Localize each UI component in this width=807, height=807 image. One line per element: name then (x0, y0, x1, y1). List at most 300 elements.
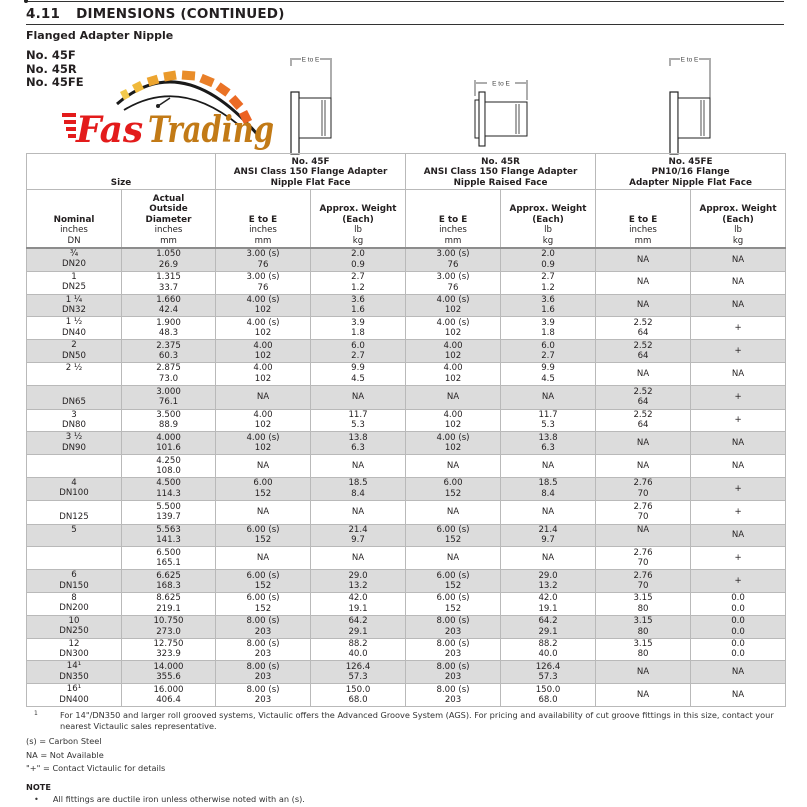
nominal-cell-top: 6 (71, 570, 77, 581)
nominal-cell-top: 1 ½ (65, 317, 83, 328)
f-e-to-e-cell-bottom: 152 (254, 581, 272, 592)
r-weight-cell (501, 547, 596, 570)
table-row (27, 294, 786, 317)
f-e-to-e-cell (216, 524, 311, 547)
r-e-to-e-cell-bottom: 102 (444, 373, 462, 384)
nominal-cell (27, 340, 122, 363)
top-rule-marker (24, 0, 28, 3)
nominal-cell (27, 524, 122, 547)
od-cell-top: 5.563 (156, 525, 181, 536)
nominal-cell-top: 4 (71, 477, 77, 488)
od-cell (122, 570, 216, 593)
nominal-cell (27, 661, 122, 684)
od-unit-inches: inches (154, 225, 183, 236)
r-e-to-e-cell-bottom: 152 (444, 488, 462, 499)
nominal-cell (27, 362, 122, 385)
weight-title-each: (Each) (722, 214, 754, 225)
nominal-cell-bottom: DN90 (62, 442, 86, 453)
r-weight-cell-bottom: 8.4 (541, 488, 555, 499)
group-45f-line3: Nipple Flat Face (270, 177, 351, 188)
od-cell (122, 271, 216, 294)
fe-e-to-e-cell (596, 547, 691, 570)
table-row (27, 432, 786, 455)
table-row (27, 340, 786, 363)
nominal-cell-bottom: DN40 (62, 327, 86, 338)
section-title (26, 6, 285, 22)
r-weight-cell-top: 3.9 (541, 317, 555, 328)
f-weight-cell-bottom: 19.1 (348, 603, 368, 614)
od-cell-bottom: 406.4 (156, 695, 181, 706)
f-weight-cell (311, 455, 406, 478)
od-cell-bottom: 114.3 (156, 488, 181, 499)
fe-e-to-e-cell-bottom: 70 (637, 512, 649, 523)
f-e-to-e-cell-top: 8.00 (s) (246, 616, 280, 627)
r-weight-cell-bottom: 4.5 (541, 373, 555, 384)
od-cell-top: 3.500 (156, 410, 181, 421)
nominal-cell (27, 432, 122, 455)
f-weight-cell-top: 6.0 (351, 340, 365, 351)
fe-weight-cell (691, 684, 786, 707)
group-45f-line2: ANSI Class 150 Flange Adapter (233, 167, 388, 178)
e-to-e-unit-inches: inches (629, 225, 657, 236)
logo-text-trading: Trading (148, 109, 274, 151)
nominal-cell-bottom: DN125 (59, 512, 89, 523)
r-weight-cell (501, 340, 596, 363)
fe-weight-cell (691, 615, 786, 638)
r-weight-cell-top: 64.2 (538, 616, 558, 627)
r-weight-cell-bottom: 9.7 (541, 535, 555, 546)
nominal-cell (27, 684, 122, 707)
fe-e-to-e-cell (596, 661, 691, 684)
od-cell-bottom: 323.9 (156, 649, 181, 660)
fe-weight-cell (691, 248, 786, 271)
r-weight-cell (501, 409, 596, 432)
f-e-to-e-cell-top: 6.00 (s) (246, 570, 280, 581)
fe-e-to-e-cell-bottom: 80 (637, 626, 649, 637)
group-45f-line1: No. 45F (291, 156, 330, 167)
fe-e-to-e-cell-value: NA (636, 667, 650, 678)
fe-weight-cell-value: NA (731, 530, 745, 541)
r-e-to-e-cell-top: 6.00 (s) (436, 525, 470, 536)
fe-weight-cell (691, 385, 786, 409)
fe-weight-cell (691, 477, 786, 500)
table-row (27, 547, 786, 570)
flange-nipple-flat-face-icon (288, 52, 348, 152)
fe-e-to-e-cell (596, 362, 691, 385)
od-cell-top: 1.900 (156, 317, 181, 328)
r-e-to-e-cell (406, 409, 501, 432)
group-45r-line2: ANSI Class 150 Flange Adapter (423, 167, 578, 178)
r-e-to-e-cell-top: 3.00 (s) (436, 272, 470, 283)
nominal-cell-top: 3 ½ (65, 432, 83, 443)
f-e-to-e-cell-value: NA (256, 553, 270, 564)
weight-title-each: (Each) (342, 214, 374, 225)
fe-weight-cell-value: NA (731, 368, 745, 379)
e-to-e-title: E to E (628, 214, 658, 225)
od-cell (122, 340, 216, 363)
f-e-to-e-cell-value: NA (256, 506, 270, 517)
r-e-to-e-cell (406, 592, 501, 615)
f-e-to-e-cell-top: 8.00 (s) (246, 661, 280, 672)
f-e-to-e-cell-bottom: 203 (254, 649, 272, 660)
r-weight-cell-top: 29.0 (538, 570, 558, 581)
r-e-to-e-cell-bottom: 102 (444, 443, 462, 454)
f-e-to-e-cell-bottom: 102 (254, 443, 272, 454)
nominal-cell-bottom: DN80 (62, 419, 86, 430)
od-cell-top: 16.000 (153, 684, 184, 695)
f-e-to-e-cell-bottom: 102 (254, 305, 272, 316)
r-weight-cell (501, 570, 596, 593)
fe-e-to-e-cell-value: NA (636, 368, 650, 379)
fe-e-to-e-cell-top: 2.52 (633, 386, 653, 397)
od-cell-bottom: 76.1 (158, 397, 179, 408)
f-weight-cell-bottom: 8.4 (351, 488, 365, 499)
nominal-cell-top: 14¹ (66, 661, 82, 672)
legend-not-available: NA = Not Available (26, 749, 104, 760)
r-weight-cell-value: NA (541, 506, 555, 517)
e-to-e-unit-mm: mm (444, 235, 462, 246)
r-weight-cell-bottom: 19.1 (538, 603, 558, 614)
f-e-to-e-cell (216, 500, 311, 524)
fe-weight-cell-value: + (734, 506, 742, 517)
f-weight-cell-top: 13.8 (348, 432, 368, 443)
f-e-to-e-cell-top: 4.00 (s) (246, 317, 280, 328)
fe-weight-cell-value: NA (731, 667, 745, 678)
r-e-to-e-cell (406, 684, 501, 707)
f-e-to-e-cell (216, 638, 311, 661)
fe-e-to-e-cell-top: 2.52 (633, 340, 653, 351)
fe-weight-cell (691, 409, 786, 432)
e-to-e-label: E to E (680, 56, 699, 64)
table-body (27, 248, 786, 706)
od-cell-bottom: 33.7 (158, 282, 179, 293)
note-item (34, 794, 305, 804)
fe-weight-cell-top: 0.0 (731, 593, 745, 604)
fe-e-to-e-cell-bottom: 64 (637, 328, 649, 339)
model-45r: No. 45R (26, 61, 77, 76)
fe-weight-cell-value: NA (731, 300, 745, 311)
nominal-cell-top: 5 (71, 524, 77, 535)
f-weight-cell-top: 64.2 (348, 616, 368, 627)
r-e-to-e-cell (406, 547, 501, 570)
fe-e-to-e-cell-value: NA (636, 524, 650, 535)
group-45r-line3: Nipple Raised Face (453, 177, 548, 188)
table-row (27, 248, 786, 271)
f-e-to-e-cell-bottom: 102 (254, 328, 272, 339)
fe-e-to-e-cell-bottom: 70 (637, 488, 649, 499)
r-weight-cell-value: NA (541, 553, 555, 564)
weight-title: Approx. Weight (509, 204, 587, 215)
r-weight-cell (501, 638, 596, 661)
fe-weight-cell (691, 432, 786, 455)
f-weight-cell-bottom: 5.3 (351, 420, 365, 431)
f-e-to-e-cell-top: 4.00 (s) (246, 432, 280, 443)
od-cell (122, 638, 216, 661)
fe-weight-cell (691, 570, 786, 593)
f-e-to-e-cell (216, 477, 311, 500)
fe-weight-cell-value: + (734, 575, 742, 586)
r-e-to-e-cell-bottom: 203 (444, 695, 462, 706)
od-title-3: Diameter (145, 214, 192, 225)
f-e-to-e-cell-bottom: 102 (254, 420, 272, 431)
r-weight-cell-bottom: 5.3 (541, 420, 555, 431)
f-e-to-e-cell (216, 271, 311, 294)
bullet-icon: • (34, 794, 39, 804)
f-weight-cell-top: 21.4 (348, 525, 368, 536)
od-cell-bottom: 48.3 (158, 328, 179, 339)
f-weight-cell-top: 150.0 (345, 684, 371, 695)
f-e-to-e-cell (216, 362, 311, 385)
table-row (27, 362, 786, 385)
r-e-to-e-cell-bottom: 152 (444, 603, 462, 614)
r-weight-cell-bottom: 1.8 (541, 328, 555, 339)
f-e-to-e-cell-top: 4.00 (253, 340, 273, 351)
r-e-to-e-cell (406, 385, 501, 409)
fe-e-to-e-cell-bottom: 64 (637, 420, 649, 431)
od-cell-top: 2.375 (156, 340, 181, 351)
od-cell (122, 615, 216, 638)
product-subtitle: Flanged Adapter Nipple (26, 29, 174, 42)
r-weight-cell (501, 362, 596, 385)
f-weight-cell (311, 248, 406, 271)
nominal-cell-top: 1 (71, 271, 77, 282)
r-weight-cell (501, 271, 596, 294)
f-weight-cell (311, 340, 406, 363)
f-weight-cell-bottom: 1.8 (351, 328, 365, 339)
nominal-cell-bottom: DN150 (59, 580, 89, 591)
flange-nipple-pn-flat-face-icon (667, 52, 727, 152)
flange-nipple-raised-face-icon (470, 80, 530, 160)
table-row (27, 409, 786, 432)
f-weight-cell-value: NA (351, 506, 365, 517)
r-e-to-e-cell-bottom: 102 (444, 328, 462, 339)
f-weight-cell (311, 271, 406, 294)
r-weight-cell-value: NA (541, 391, 555, 402)
nominal-title: Nominal (53, 214, 95, 225)
f-e-to-e-cell (216, 547, 311, 570)
nominal-cell-bottom: DN350 (59, 671, 89, 682)
r-e-to-e-cell-value: NA (446, 460, 460, 471)
nominal-cell-bottom: DN100 (59, 488, 89, 499)
nominal-unit-inches: inches (60, 225, 88, 236)
r-e-to-e-cell (406, 432, 501, 455)
nominal-cell (27, 570, 122, 593)
r-e-to-e-cell-bottom: 102 (444, 305, 462, 316)
nominal-header (27, 190, 122, 249)
r-e-to-e-cell-top: 4.00 (443, 363, 463, 374)
f-weight-cell-bottom: 29.1 (348, 626, 368, 637)
f-weight-cell-top: 9.9 (351, 363, 365, 374)
fe-weight-cell-value: + (734, 323, 742, 334)
nominal-unit-dn: DN (67, 235, 81, 246)
fe-weight-cell-value: + (734, 345, 742, 356)
nominal-cell-top: 2 ½ (65, 362, 83, 373)
group-45fe-line2: PN10/16 Flange (651, 167, 730, 178)
r-weight-cell-bottom: 1.2 (541, 282, 555, 293)
fe-e-to-e-cell-top: 2.52 (633, 317, 653, 328)
nominal-cell-bottom: DN200 (59, 603, 89, 614)
od-cell-bottom: 26.9 (158, 259, 179, 270)
od-cell (122, 547, 216, 570)
nominal-cell (27, 409, 122, 432)
r-weight-cell-top: 18.5 (538, 478, 558, 489)
f-weight-cell-bottom: 1.6 (351, 305, 365, 316)
r-weight-cell-top: 2.0 (541, 249, 555, 260)
f-e-to-e-cell-value: NA (256, 460, 270, 471)
r-e-to-e-cell-bottom: 102 (444, 351, 462, 362)
f-e-to-e-cell-bottom: 203 (254, 672, 272, 683)
r-e-to-e-cell-top: 3.00 (s) (436, 249, 470, 260)
group-header-45fe (596, 154, 786, 190)
fe-weight-cell-value: + (734, 553, 742, 564)
f-e-to-e-cell-value: NA (256, 391, 270, 402)
r-weight-cell (501, 661, 596, 684)
fe-e-to-e-cell-value: NA (636, 460, 650, 471)
r-weight-cell (501, 592, 596, 615)
fe-weight-cell-value: NA (731, 460, 745, 471)
nominal-cell-top: 16¹ (66, 684, 82, 695)
f-e-to-e-header (216, 190, 311, 249)
weight-title: Approx. Weight (699, 204, 777, 215)
f-e-to-e-cell (216, 592, 311, 615)
od-cell (122, 477, 216, 500)
fe-e-to-e-cell (596, 455, 691, 478)
f-e-to-e-cell-top: 6.00 (s) (246, 593, 280, 604)
fe-weight-cell-value: NA (731, 277, 745, 288)
od-title-1: Actual (152, 193, 185, 204)
fe-weight-cell (691, 340, 786, 363)
f-e-to-e-cell-bottom: 102 (254, 373, 272, 384)
f-e-to-e-cell (216, 455, 311, 478)
od-cell-bottom: 108.0 (156, 466, 181, 477)
r-e-to-e-header (406, 190, 501, 249)
model-45f: No. 45F (26, 48, 76, 62)
fe-weight-cell (691, 294, 786, 317)
od-cell-bottom: 168.3 (156, 581, 181, 592)
f-weight-cell (311, 684, 406, 707)
r-e-to-e-cell-bottom: 76 (447, 259, 459, 270)
fe-e-to-e-cell (596, 477, 691, 500)
od-cell (122, 661, 216, 684)
nominal-cell-top: 2 (71, 340, 77, 351)
od-cell-bottom: 219.1 (156, 603, 181, 614)
f-weight-cell-top: 18.5 (348, 478, 368, 489)
r-e-to-e-cell-top: 6.00 (s) (436, 593, 470, 604)
r-e-to-e-cell (406, 500, 501, 524)
fe-e-to-e-cell (596, 409, 691, 432)
e-to-e-title: E to E (438, 214, 468, 225)
od-cell (122, 385, 216, 409)
r-e-to-e-cell-top: 4.00 (443, 410, 463, 421)
f-e-to-e-cell-bottom: 152 (254, 488, 272, 499)
r-e-to-e-cell-bottom: 152 (444, 535, 462, 546)
f-e-to-e-cell (216, 684, 311, 707)
f-e-to-e-cell-top: 4.00 (s) (246, 295, 280, 306)
f-e-to-e-cell-bottom: 102 (254, 351, 272, 362)
nominal-cell-bottom: DN20 (62, 259, 86, 270)
fe-weight-cell-value: NA (731, 689, 745, 700)
f-e-to-e-cell (216, 340, 311, 363)
f-weight-cell (311, 615, 406, 638)
f-weight-cell-value: NA (351, 460, 365, 471)
table-row (27, 592, 786, 615)
note-item-text: All fittings are ductile iron unless otherwise noted with an (s). (52, 794, 305, 804)
e-to-e-unit-inches: inches (249, 225, 277, 236)
fe-e-to-e-cell (596, 248, 691, 271)
r-e-to-e-cell (406, 294, 501, 317)
r-weight-cell-bottom: 0.9 (541, 259, 555, 270)
od-cell (122, 455, 216, 478)
r-weight-header (501, 190, 596, 249)
r-e-to-e-cell-top: 8.00 (s) (436, 616, 470, 627)
od-cell-top: 12.750 (153, 639, 184, 650)
fastrading-logo (62, 56, 277, 152)
f-e-to-e-cell-top: 4.00 (253, 363, 273, 374)
od-cell-top: 14.000 (153, 661, 184, 672)
fe-weight-cell-top: 0.0 (731, 639, 745, 650)
od-cell-bottom: 141.3 (156, 535, 181, 546)
fe-e-to-e-cell-top: 2.76 (633, 547, 653, 558)
r-e-to-e-cell (406, 570, 501, 593)
model-45fe: No. 45FE (26, 75, 84, 89)
od-cell (122, 524, 216, 547)
r-e-to-e-cell-top: 8.00 (s) (436, 639, 470, 650)
f-e-to-e-cell (216, 432, 311, 455)
r-weight-cell (501, 385, 596, 409)
r-weight-cell-top: 126.4 (535, 661, 561, 672)
nominal-cell-top: 10 (68, 615, 80, 626)
f-weight-cell-top: 88.2 (348, 639, 368, 650)
weight-title: Approx. Weight (319, 204, 397, 215)
od-cell-bottom: 60.3 (158, 351, 179, 362)
f-e-to-e-cell (216, 615, 311, 638)
fe-e-to-e-cell (596, 294, 691, 317)
r-weight-cell-top: 11.7 (538, 410, 558, 421)
fe-weight-cell-value: + (734, 391, 742, 402)
r-e-to-e-cell-bottom: 102 (444, 420, 462, 431)
r-e-to-e-cell (406, 661, 501, 684)
r-weight-cell-bottom: 1.6 (541, 305, 555, 316)
f-weight-cell (311, 570, 406, 593)
weight-unit-kg: kg (732, 235, 744, 246)
e-to-e-unit-inches: inches (439, 225, 467, 236)
f-weight-cell (311, 477, 406, 500)
weight-unit-lb: lb (544, 225, 552, 236)
fe-weight-cell (691, 271, 786, 294)
weight-unit-lb: lb (734, 225, 742, 236)
fe-weight-cell-bottom: 0.0 (731, 626, 745, 637)
table-row (27, 500, 786, 524)
od-cell (122, 409, 216, 432)
f-e-to-e-cell-top: 3.00 (s) (246, 272, 280, 283)
r-weight-cell-bottom: 13.2 (538, 581, 558, 592)
f-weight-cell-top: 126.4 (345, 661, 371, 672)
fe-e-to-e-cell-top: 3.15 (633, 616, 653, 627)
f-weight-cell-bottom: 2.7 (351, 351, 365, 362)
fe-e-to-e-cell-bottom: 80 (637, 649, 649, 660)
f-e-to-e-cell-top: 8.00 (s) (246, 684, 280, 695)
r-weight-cell-top: 13.8 (538, 432, 558, 443)
f-e-to-e-cell-bottom: 152 (254, 603, 272, 614)
r-e-to-e-cell (406, 638, 501, 661)
nominal-cell (27, 477, 122, 500)
f-weight-cell-top: 2.0 (351, 249, 365, 260)
r-e-to-e-cell (406, 524, 501, 547)
f-weight-cell (311, 547, 406, 570)
legend-contact: "+" = Contact Victaulic for details (26, 763, 166, 773)
f-e-to-e-cell-top: 8.00 (s) (246, 639, 280, 650)
fe-weight-cell (691, 455, 786, 478)
